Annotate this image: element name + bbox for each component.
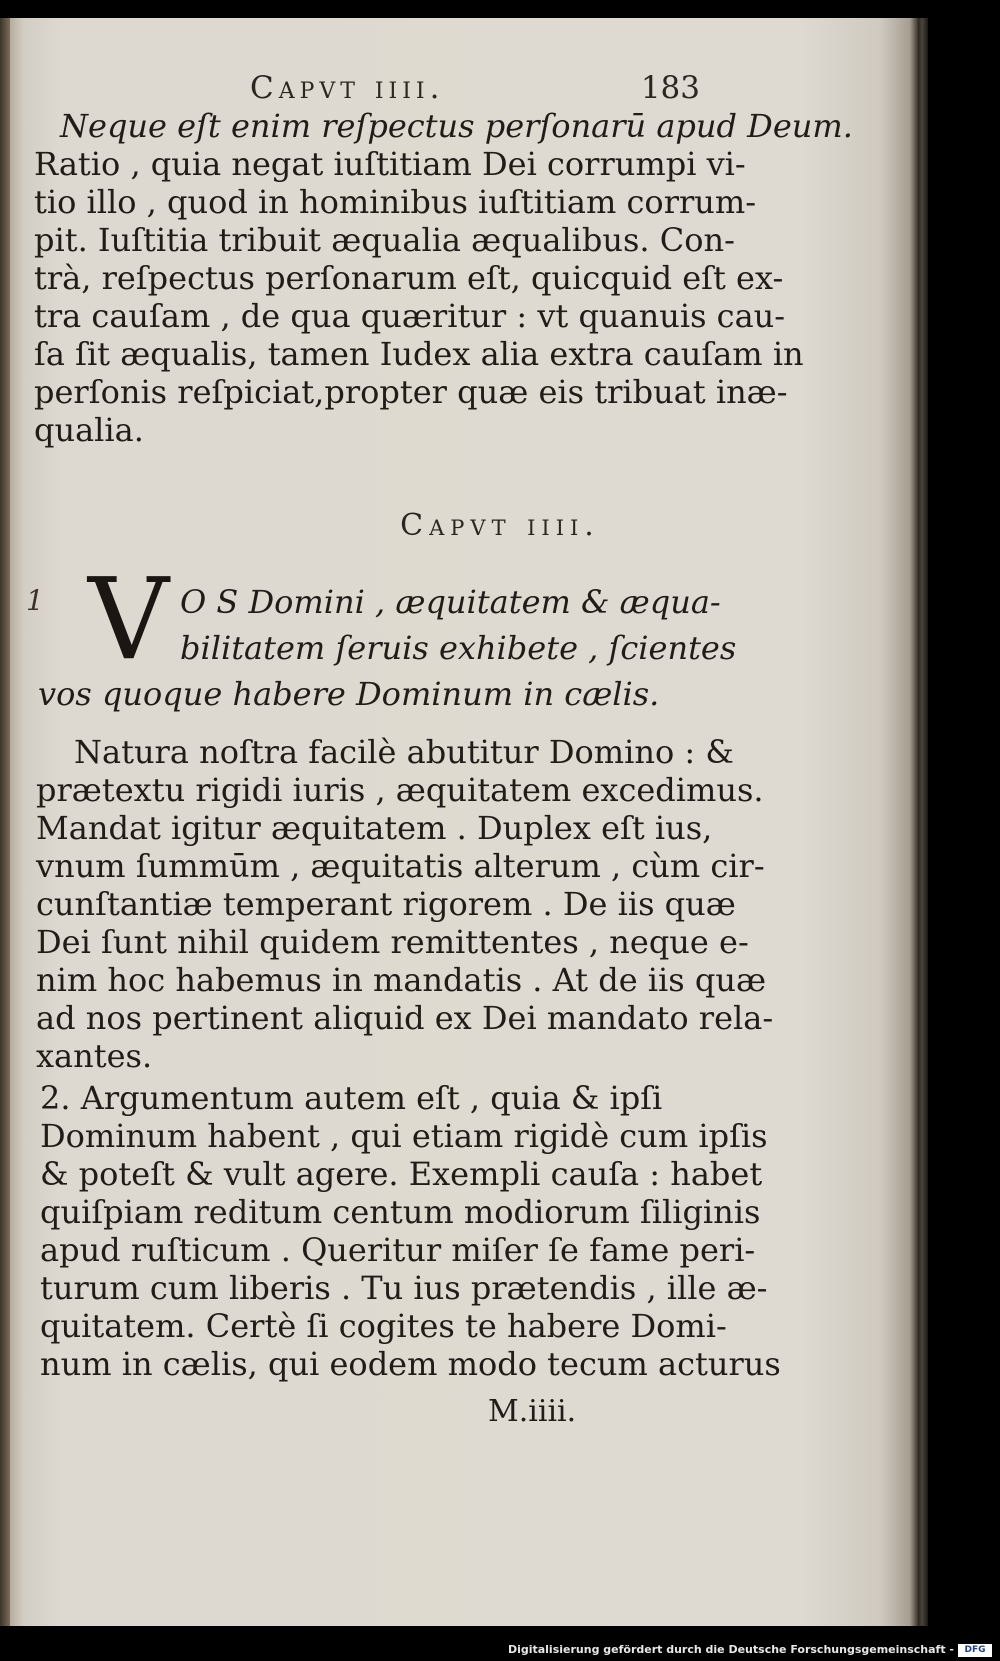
text-line: vnum ſummūm , æquitatis alterum , cùm cir- — [36, 847, 765, 885]
text-line: Ratio , quia negat iuſtitiam Dei corrumpi vi- — [34, 145, 746, 183]
text-line: perſonis reſpiciat,propter quæ eis tribuat inæ- — [34, 373, 788, 411]
text-line: turum cum liberis . Tu ius prætendis , ille æ- — [40, 1269, 768, 1307]
text-line: tra cauſam , de qua quæritur : vt quanuis cau- — [34, 297, 786, 335]
drop-cap: V — [88, 555, 169, 685]
book-spine-edge — [0, 18, 10, 1626]
text-line: apud ruſticum . Queritur miſer ſe fame peri- — [40, 1231, 756, 1269]
text-line: Dominum habent , qui etiam rigidè cum ipſis — [40, 1117, 768, 1155]
text-line: num in cælis, qui eodem modo tecum acturus — [40, 1345, 781, 1383]
catchword: M.iiii. — [488, 1394, 577, 1429]
text-line: quitatem. Certè ſi cogites te habere Domi- — [40, 1307, 727, 1345]
verse-marker: 1 — [26, 584, 44, 617]
text-line: tio illo , quod in hominibus iuſtitiam corrum- — [34, 183, 757, 221]
running-head — [250, 70, 700, 110]
verse-line: bilitatem ſeruis exhibete , ſcientes — [180, 629, 737, 667]
text-line: prætextu rigidi iuris , æquitatem excedimus. — [36, 771, 764, 809]
section-heading: Capvt iiii. — [400, 508, 600, 543]
footer-credit: Digitalisierung gefördert durch die Deutsche Forschungsgemeinschaft - — [507, 1643, 954, 1656]
page-number: 183 — [640, 70, 700, 106]
dfg-logo: DFG — [958, 1644, 992, 1657]
verse-line: vos quoque habere Dominum in cælis. — [38, 675, 660, 713]
text-line: & poteſt & vult agere. Exempli cauſa : habet — [40, 1155, 763, 1193]
running-head-title: Capvt iiii. — [250, 70, 445, 106]
text-line: Mandat igitur æquitatem . Duplex eſt ius, — [36, 809, 713, 847]
text-line: ad nos pertinent aliquid ex Dei mandato rela- — [36, 999, 774, 1037]
text-line: quiſpiam reditum centum modiorum ſiliginis — [40, 1193, 761, 1231]
text-line: pit. Iuſtitia tribuit æqualia æqualibus. Con- — [34, 221, 735, 259]
text-line: ſa ſit æqualis, tamen Iudex alia extra cauſam in — [34, 335, 804, 373]
text-line: 2. Argumentum autem eſt , quia & ipſi — [40, 1079, 663, 1117]
verse-line: O S Domini , æquitatem & æqua- — [180, 583, 721, 621]
text-line: Natura noſtra facilè abutitur Domino : & — [74, 733, 734, 771]
text-line: cunſtantiæ temperant rigorem . De iis quæ — [36, 885, 736, 923]
text-line: nim hoc habemus in mandatis . At de iis quæ — [36, 961, 767, 999]
text-line: qualia. — [34, 411, 144, 449]
page-edge-shadow — [918, 18, 928, 1626]
text-line: trà, reſpectus perſonarum eſt, quicquid eſt ex- — [34, 259, 784, 297]
text-line: xantes. — [36, 1037, 153, 1075]
text-line: Dei ſunt nihil quidem remittentes , neque e- — [36, 923, 749, 961]
text-line: Neque eſt enim reſpectus perſonarū apud Deum. — [60, 107, 853, 145]
